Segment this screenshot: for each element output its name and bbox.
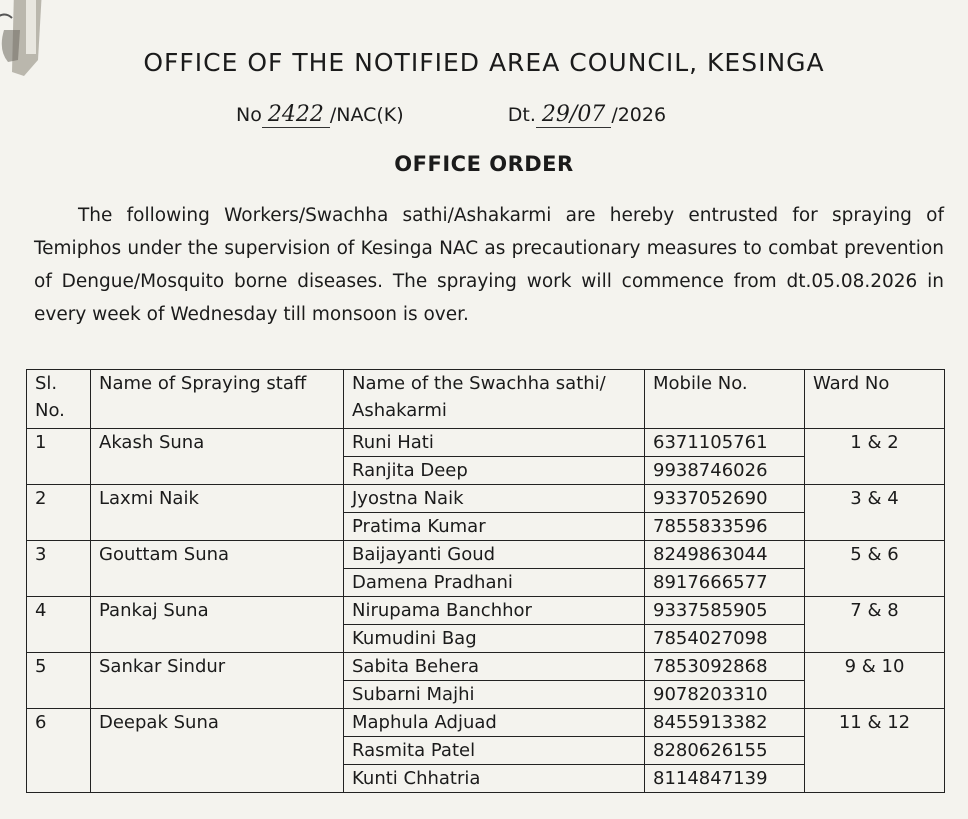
table-row bbox=[27, 597, 945, 625]
serial-number-cell: 2 bbox=[27, 485, 91, 541]
mobile-number-cell: 8249863044 bbox=[645, 541, 805, 569]
serial-number-cell: 5 bbox=[27, 653, 91, 709]
table-header-row bbox=[27, 370, 945, 429]
ward-number-cell: 9 & 10 bbox=[805, 653, 945, 709]
spraying-staff-cell: Sankar Sindur bbox=[91, 653, 344, 709]
sathi-name-cell: Maphula Adjuad bbox=[344, 709, 645, 737]
mobile-number-cell: 6371105761 bbox=[645, 429, 805, 457]
table-body bbox=[27, 429, 945, 793]
header-sl: Sl. No. bbox=[27, 370, 91, 429]
no-suffix: /NAC(K) bbox=[329, 104, 404, 126]
mobile-number-cell: 7855833596 bbox=[645, 513, 805, 541]
header-staff: Name of Spraying staff bbox=[91, 370, 344, 429]
mobile-number-cell: 7854027098 bbox=[645, 625, 805, 653]
sathi-name-cell: Kumudini Bag bbox=[344, 625, 645, 653]
sathi-name-cell: Sabita Behera bbox=[344, 653, 645, 681]
dt-suffix: /2026 bbox=[611, 104, 667, 126]
sathi-name-cell: Pratima Kumar bbox=[344, 513, 645, 541]
table-row bbox=[27, 653, 945, 681]
serial-number-cell: 3 bbox=[27, 541, 91, 597]
ward-number-cell: 11 & 12 bbox=[805, 709, 945, 793]
spraying-staff-cell: Laxmi Naik bbox=[91, 485, 344, 541]
sathi-name-cell: Damena Pradhani bbox=[344, 569, 645, 597]
spraying-staff-cell: Pankaj Suna bbox=[91, 597, 344, 653]
sathi-name-cell: Ranjita Deep bbox=[344, 457, 645, 485]
header-ward: Ward No bbox=[805, 370, 945, 429]
no-prefix: No bbox=[236, 104, 262, 126]
spraying-staff-cell: Akash Suna bbox=[91, 429, 344, 485]
table-row bbox=[27, 485, 945, 513]
staff-table bbox=[26, 369, 945, 793]
table-row bbox=[27, 429, 945, 457]
mobile-number-cell: 7853092868 bbox=[645, 653, 805, 681]
ward-number-cell: 3 & 4 bbox=[805, 485, 945, 541]
header-mobile: Mobile No. bbox=[645, 370, 805, 429]
order-body-text: The following Workers/Swachha sathi/Ashakarmi are hereby entrusted for spraying of Temiphos under the supervision of Kesinga NAC as precautionary measures to combat prevention of Dengue/Mosquito borne diseases. The spraying work will commence from dt.05.08.2026 in every week of Wednesday till monsoon is over. bbox=[34, 205, 944, 325]
sathi-name-cell: Baijayanti Goud bbox=[344, 541, 645, 569]
mobile-number-cell: 9938746026 bbox=[645, 457, 805, 485]
date-value: 29/07 bbox=[536, 102, 611, 128]
mobile-number-cell: 9078203310 bbox=[645, 681, 805, 709]
reference-number: 2422 bbox=[262, 102, 330, 128]
header-sathi: Name of the Swachha sathi/ Ashakarmi bbox=[344, 370, 645, 429]
mobile-number-cell: 9337585905 bbox=[645, 597, 805, 625]
dt-prefix: Dt. bbox=[507, 104, 536, 126]
sathi-name-cell: Kunti Chhatria bbox=[344, 765, 645, 793]
sathi-name-cell: Rasmita Patel bbox=[344, 737, 645, 765]
mobile-number-cell: 9337052690 bbox=[645, 485, 805, 513]
sathi-name-cell: Jyostna Naik bbox=[344, 485, 645, 513]
serial-number-cell: 6 bbox=[27, 709, 91, 793]
mobile-number-cell: 8917666577 bbox=[645, 569, 805, 597]
table-row bbox=[27, 541, 945, 569]
ward-number-cell: 1 & 2 bbox=[805, 429, 945, 485]
reference-line bbox=[236, 102, 666, 127]
mobile-number-cell: 8280626155 bbox=[645, 737, 805, 765]
ward-number-cell: 5 & 6 bbox=[805, 541, 945, 597]
serial-number-cell: 4 bbox=[27, 597, 91, 653]
serial-number-cell: 1 bbox=[27, 429, 91, 485]
table-row bbox=[27, 709, 945, 737]
mobile-number-cell: 8114847139 bbox=[645, 765, 805, 793]
sathi-name-cell: Nirupama Banchhor bbox=[344, 597, 645, 625]
ward-number-cell: 7 & 8 bbox=[805, 597, 945, 653]
spraying-staff-cell: Deepak Suna bbox=[91, 709, 344, 793]
order-title: OFFICE ORDER bbox=[394, 152, 574, 176]
spraying-staff-cell: Gouttam Suna bbox=[91, 541, 344, 597]
office-title: OFFICE OF THE NOTIFIED AREA COUNCIL, KESINGA bbox=[143, 48, 825, 77]
mobile-number-cell: 8455913382 bbox=[645, 709, 805, 737]
sathi-name-cell: Runi Hati bbox=[344, 429, 645, 457]
sathi-name-cell: Subarni Majhi bbox=[344, 681, 645, 709]
